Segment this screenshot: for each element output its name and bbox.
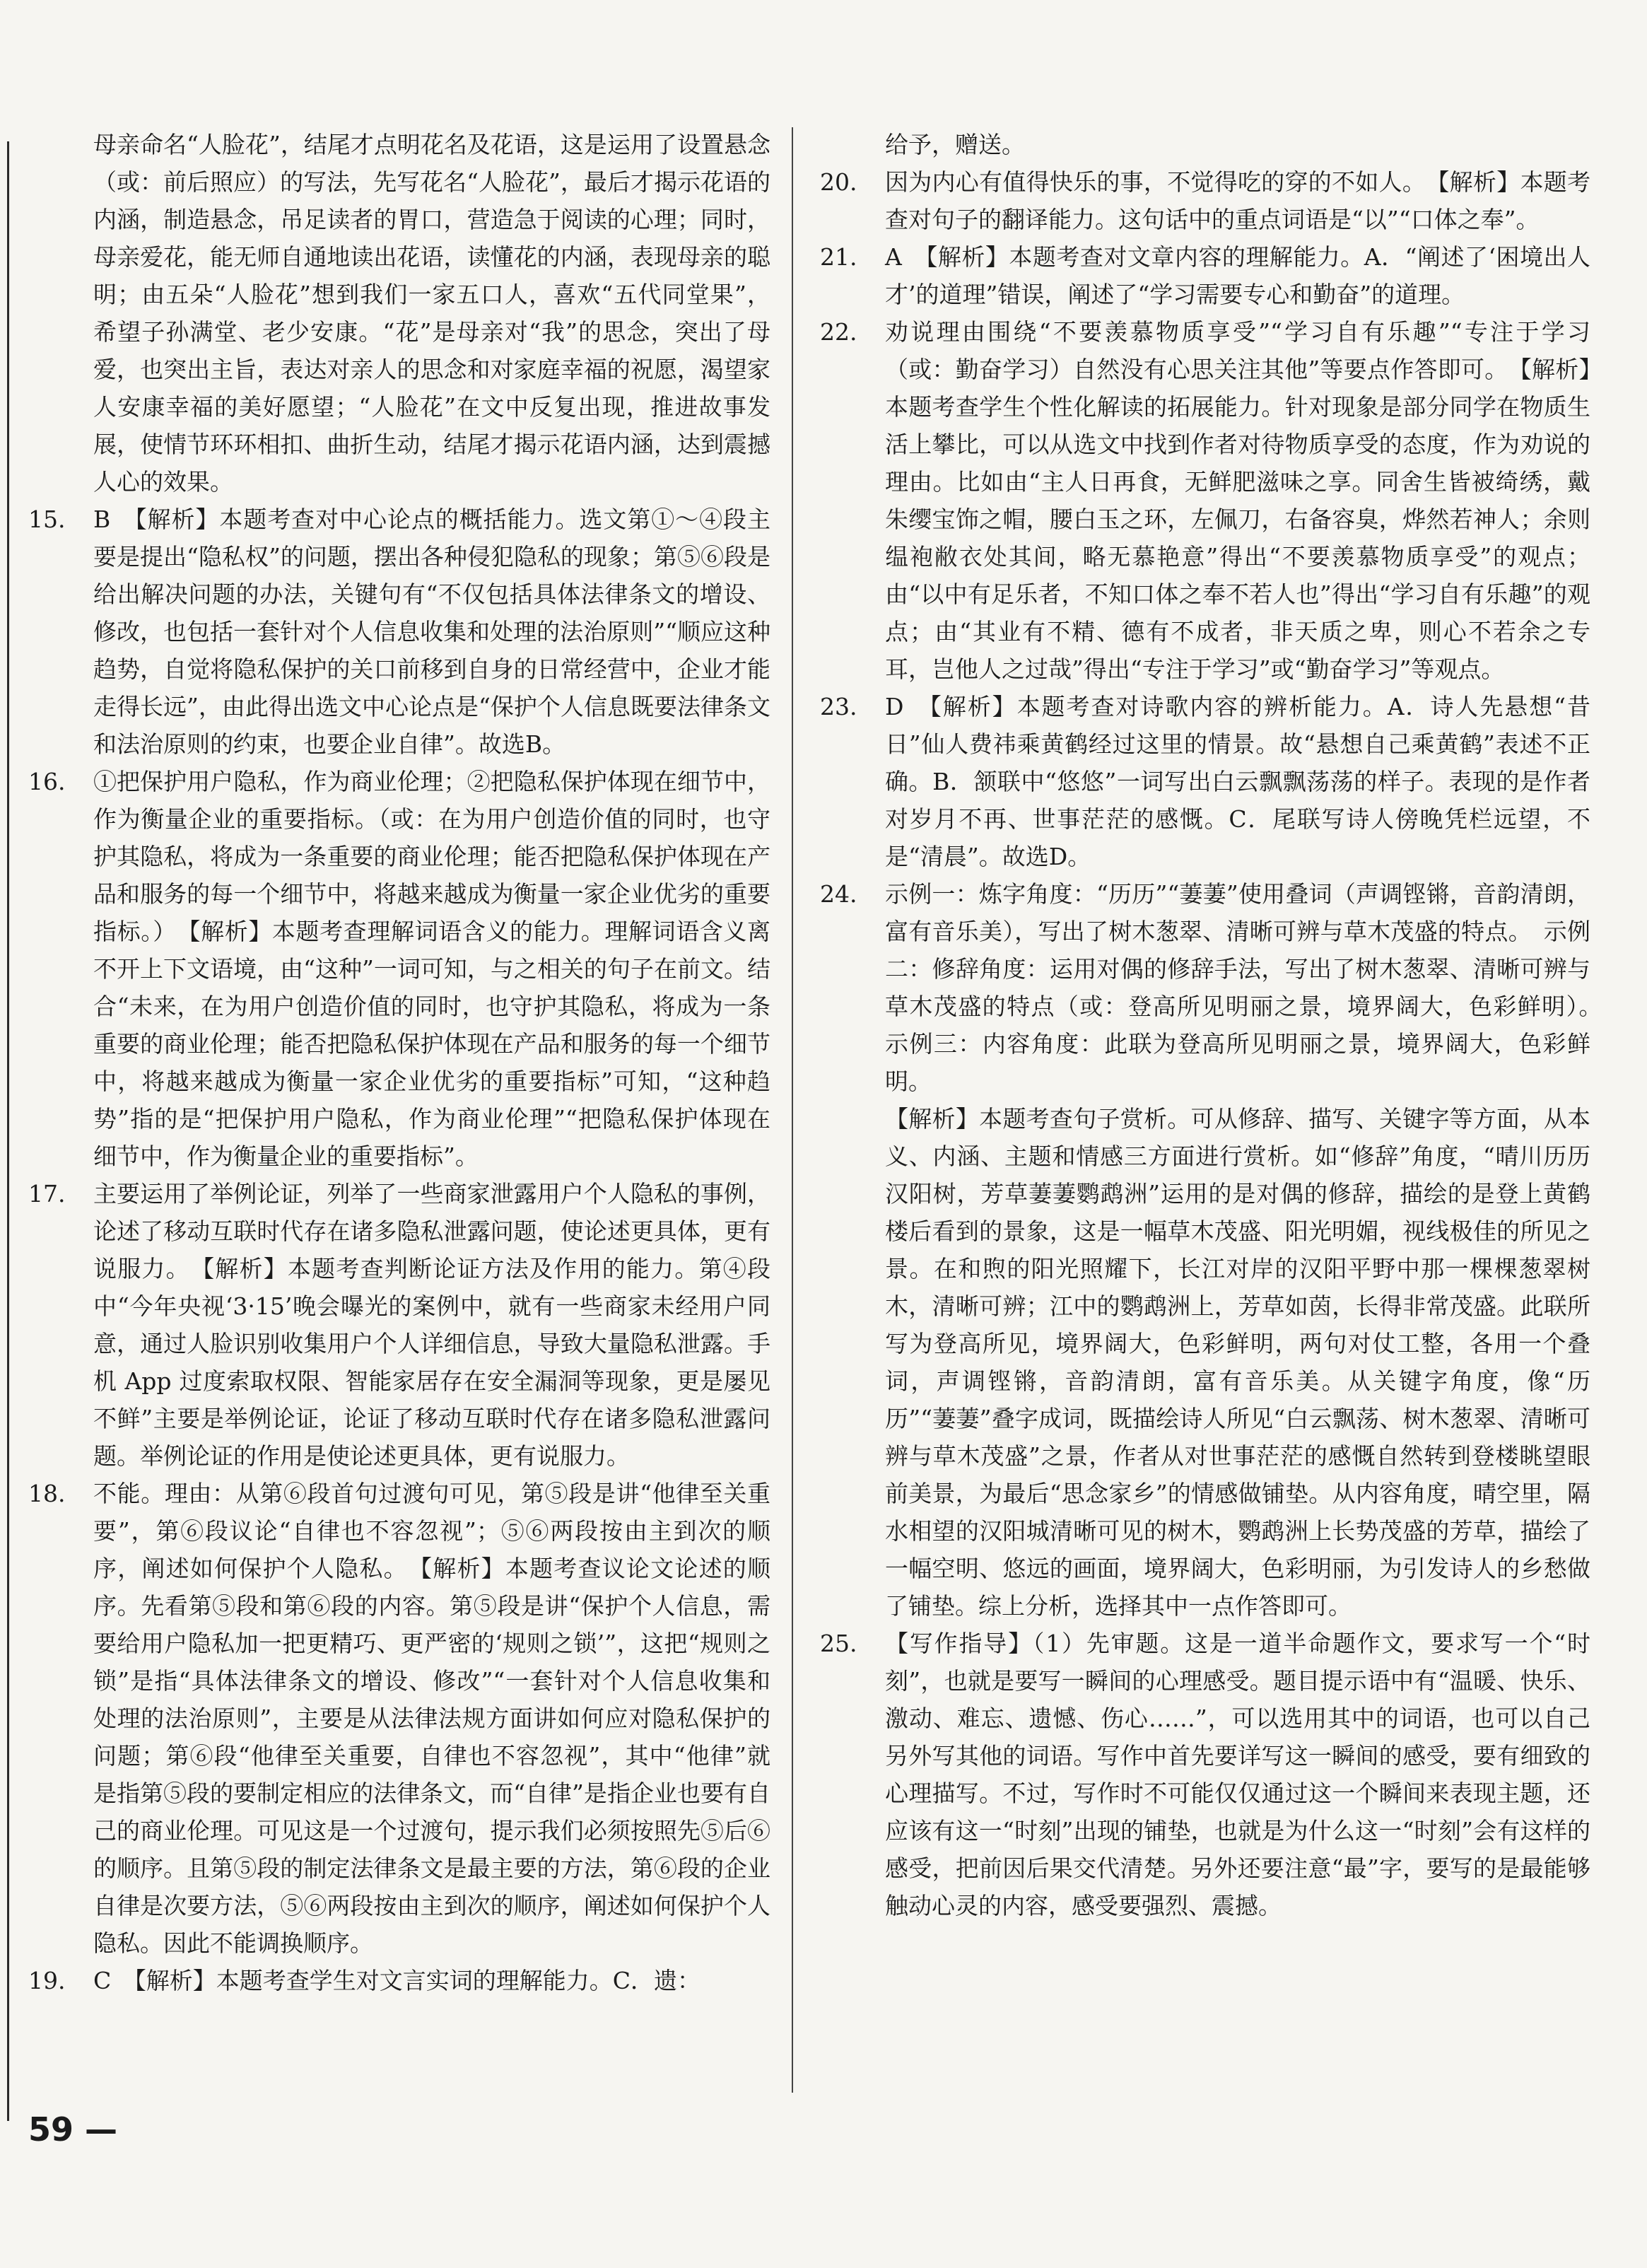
- answer-text: ①把保护用户隐私，作为商业伦理；②把隐私保护体现在细节中，作为衡量企业的重要指标。（或：在为用户创造价值的同时，也守护其隐私，将成为一条重要的商业伦理；能否把隐私保护体现在产品和服务的每一个细节中，将越来越成为衡量一家企业优劣的重要指标。） 【解析】本题考查理解词语含义的能力。理解词语含义离不开上下文语境，由“这种”一词可知，与之相关的句子在前文。结合“未来，在为用户创造价值的同时，也守护其隐私，将成为一条重要的商业伦理；能否把隐私保护体现在产品和服务的每一个细节中，将越来越成为衡量一家企业优劣的重要指标”可知，“这种趋势”指的是“把保护用户隐私，作为商业伦理”“把隐私保护体现在细节中，作为衡量企业的重要指标”。: [93, 768, 770, 1170]
- answer-number: 15.: [28, 505, 66, 533]
- answer-number: 22.: [820, 318, 857, 346]
- answer-text: A 【解析】本题考查对文章内容的理解能力。A．“阐述了‘困境出人才’的道理”错误，阐述了“学习需要专心和勤奋”的道理。: [885, 243, 1590, 308]
- answer-number: 24.: [820, 880, 857, 908]
- answer-text: 【写作指导】（1）先审题。这是一道半命题作文，要求写一个“时刻”，也就是要写一瞬间的心理感受。题目提示语中有“温暖、快乐、激动、难忘、遗憾、伤心……”，可以选用其中的词语，也可以自己另外写其他的词语。写作中首先要详写这一瞬间的感受，要有细致的心理描写。不过，写作时不可能仅仅通过这一个瞬间来表现主题，还应该有这一“时刻”出现的铺垫，也就是为什么这一“时刻”会有这样的感受，把前因后果交代清楚。另外还要注意“最”字，要写的是最能够触动心灵的内容，感受要强烈、震撼。: [885, 1630, 1590, 1919]
- answer-item-20: [820, 163, 1590, 238]
- column-divider: [792, 127, 793, 2093]
- answer-number: 21.: [820, 243, 857, 271]
- answer-number: 17.: [28, 1180, 66, 1208]
- answer-item-16: [28, 763, 770, 1175]
- answer-item-21: [820, 238, 1590, 313]
- answer-14-continued: 母亲命名“人脸花”，结尾才点明花名及花语，这是运用了设置悬念（或：前后照应）的写法，先写花名“人脸花”，最后才揭示花语的内涵，制造悬念，吊足读者的胃口，营造急于阅读的心理；同时，母亲爱花，能无师自通地读出花语，读懂花的内涵，表现母亲的聪明；由五朵“人脸花”想到我们一家五口人，喜欢“五代同堂果”，希望子孙满堂、老少安康。“花”是母亲对“我”的思念，突出了母爱，也突出主旨，表达对亲人的思念和对家庭幸福的祝愿，渴望家人安康幸福的美好愿望；“人脸花”在文中反复出现，推进故事发展，使情节环环相扣、曲折生动，结尾才揭示花语内涵，达到震撼人心的效果。: [93, 131, 770, 496]
- answer-number: 25.: [820, 1630, 857, 1657]
- answer-text: 示例一：炼字角度：“历历”“萋萋”使用叠词（声调铿锵，音韵清朗，富有音乐美），写出了树木葱翠、清晰可辨与草木茂盛的特点。 示例二：修辞角度：运用对偶的修辞手法，写出了树木葱翠、清晰可辨与草木茂盛的特点（或：登高所见明丽之景，境界阔大，色彩鲜明）。 示例三：内容角度：此联为登高所见明丽之景，境界阔大，色彩鲜明。: [885, 880, 1614, 1095]
- answer-item-17: [28, 1175, 770, 1475]
- answer-text: B 【解析】本题考查对中心论点的概括能力。选文第①～④段主要是提出“隐私权”的问题，摆出各种侵犯隐私的现象；第⑤⑥段是给出解决问题的办法，关键句有“不仅包括具体法律条文的增设、修改，也包括一套针对个人信息收集和处理的法治原则”“顺应这种趋势，自觉将隐私保护的关口前移到自身的日常经营中，企业才能走得长远”，由此得出选文中心论点是“保护个人信息既要法律条文和法治原则的约束，也要企业自律”。故选B。: [93, 505, 770, 758]
- answer-item-24: [820, 875, 1614, 1100]
- page-number: 59 —: [28, 2110, 118, 2149]
- answer-text: C 【解析】本题考查学生对文言实词的理解能力。C．遗：: [93, 1967, 701, 1994]
- answer-number: 18.: [28, 1480, 66, 1507]
- answer-item-15: [28, 501, 770, 763]
- answer-text: D 【解析】本题考查对诗歌内容的辨析能力。A．诗人先悬想“昔日”仙人费祎乘黄鹤经过这里的情景。故“悬想自己乘黄鹤”表述不正确。B．颔联中“悠悠”一词写出白云飘飘荡荡的样子。表现的是作者对岁月不再、世事茫茫的感慨。C．尾联写诗人傍晚凭栏远望，不是“清晨”。故选D。: [885, 693, 1590, 870]
- answer-text: 劝说理由围绕“不要羡慕物质享受”“学习自有乐趣”“专注于学习（或：勤奋学习）自然没有心思关注其他”等要点作答即可。 【解析】本题考查学生个性化解读的拓展能力。针对现象是部分同学在物质生活上攀比，可以从选文中找到作者对待物质享受的态度，作为劝说的理由。比如由“主人日再食，无鲜肥滋味之享。同舍生皆被绮绣，戴朱缨宝饰之帽，腰白玉之环，左佩刀，右备容臭，烨然若神人；余则缊袍敝衣处其间，略无慕艳意”得出“不要羡慕物质享受”的观点；由“以中有足乐者，不知口体之奉不若人也”得出“学习自有乐趣”的观点；由“其业有不精、德有不成者，非天质之卑，则心不若余之专耳，岂他人之过哉”得出“专注于学习”或“勤奋学习”等观点。: [885, 318, 1590, 683]
- answer-19-continued: 给予，赠送。: [885, 131, 1025, 158]
- answer-item-19: [28, 1962, 770, 1999]
- answer-item-18: [28, 1475, 770, 1962]
- right-column: [820, 126, 1614, 1924]
- page-edge-line: [7, 141, 9, 2121]
- answer-text: 不能。理由：从第⑥段首句过渡句可见，第⑤段是讲“他律至关重要”，第⑥段议论“自律也不容忽视”；⑤⑥两段按由主到次的顺序，阐述如何保护个人隐私。 【解析】本题考查议论文论述的顺序。先看第⑤段和第⑥段的内容。第⑤段是讲“保护个人信息，需要给用户隐私加一把更精巧、更严密的‘规则之锁’”，这把“规则之锁”是指“具体法律条文的增设、修改”“一套针对个人信息收集和处理的法治原则”，主要是从法律法规方面讲如何应对隐私保护的问题；第⑥段“他律至关重要，自律也不容忽视”，其中“他律”就是指第⑤段的要制定相应的法律条文，而“自律”是指企业也要有自己的商业伦理。可见这是一个过渡句，提示我们必须按照先⑤后⑥的顺序。且第⑤段的制定法律条文是最主要的方法，第⑥段的企业自律是次要方法，⑤⑥两段按由主到次的顺序，阐述如何保护个人隐私。因此不能调换顺序。: [93, 1480, 770, 1957]
- left-column: [28, 126, 770, 1999]
- answer-number: 23.: [820, 693, 857, 720]
- answer-item-24-analysis: [820, 1100, 1590, 1625]
- answer-text: 因为内心有值得快乐的事，不觉得吃的穿的不如人。 【解析】本题考查对句子的翻译能力。这句话中的重点词语是“以”“口体之奉”。: [885, 168, 1590, 233]
- answer-item-25: [820, 1625, 1590, 1924]
- answer-number: 19.: [28, 1967, 66, 1994]
- answer-item-22: [820, 313, 1590, 688]
- answer-text: 主要运用了举例论证，列举了一些商家泄露用户个人隐私的事例，论述了移动互联时代存在诸多隐私泄露问题，使论述更具体，更有说服力。 【解析】本题考查判断论证方法及作用的能力。第④段中“今年央视‘3·15’晚会曝光的案例中，就有一些商家未经用户同意，通过人脸识别收集用户个人详细信息，导致大量隐私泄露。手机 App 过度索取权限、智能家居存在安全漏洞等现象，更是屡见不鲜”主要是举例论证，论证了移动互联时代存在诸多隐私泄露问题。举例论证的作用是使论述更具体，更有说服力。: [93, 1180, 770, 1470]
- answer-number: 20.: [820, 168, 857, 196]
- answer-item-23: [820, 688, 1590, 875]
- answer-number: 16.: [28, 768, 66, 795]
- answer-text: 【解析】本题考查句子赏析。可从修辞、描写、关键字等方面，从本义、内涵、主题和情感三方面进行赏析。如“修辞”角度，“晴川历历汉阳树，芳草萋萋鹦鹉洲”运用的是对偶的修辞，描绘的是登上黄鹤楼后看到的景象，这是一幅草木茂盛、阳光明媚，视线极佳的所见之景。在和煦的阳光照耀下，长江对岸的汉阳平野中那一棵棵葱翠树木，清晰可辨；江中的鹦鹉洲上，芳草如茵，长得非常茂盛。此联所写为登高所见，境界阔大，色彩鲜明，两句对仗工整，各用一个叠词，声调铿锵，音韵清朗，富有音乐美。从关键字角度，像“历历”“萋萋”叠字成词，既描绘诗人所见“白云飘荡、树木葱翠、清晰可辨与草木茂盛”之景，作者从对世事茫茫的感慨自然转到登楼眺望眼前美景，为最后“思念家乡”的情感做铺垫。从内容角度，晴空里，隔水相望的汉阳城清晰可见的树木，鹦鹉洲上长势茂盛的芳草，描绘了一幅空明、悠远的画面，境界阔大，色彩明丽，为引发诗人的乡愁做了铺垫。综上分析，选择其中一点作答即可。: [885, 1105, 1590, 1620]
